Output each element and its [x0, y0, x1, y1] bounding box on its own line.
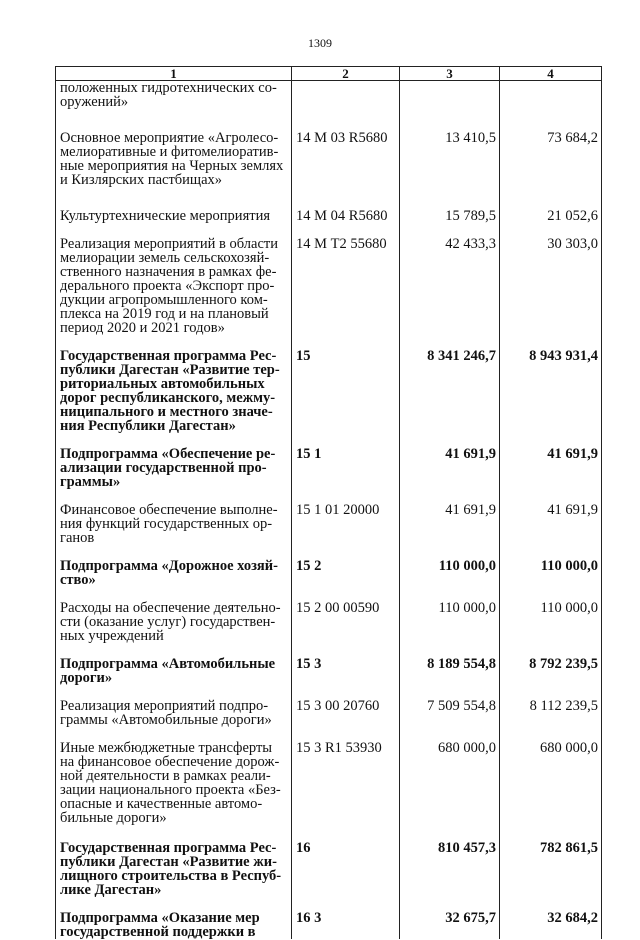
row-code-cell: [292, 489, 400, 545]
row-value-2021-cell-text: 32 684,2: [547, 910, 598, 926]
row-code-cell-text: 15 1: [296, 446, 322, 462]
row-name-cell-text: Реализация мероприятий в области мелиорации земель сельскохозяй- ственного назначения в рамках фе- дерального проекта «Экспорт про- дукции агропромышленного ком- плекса на 2019 год и на плановый период 2020 и 2021 годов»: [60, 236, 278, 336]
row-value-2020-cell: [400, 825, 500, 897]
row-value-2020-cell: [400, 335, 500, 433]
row-value-2021-cell: [500, 587, 602, 643]
row-value-2020-cell: [400, 187, 500, 223]
row-name-cell-text: Государственная программа Рес- публики Дагестан «Развитие жи- лищного строительства в Респуб- лике Дагестан»: [60, 840, 282, 898]
table-row: [56, 109, 602, 187]
row-value-2020-cell-text: 15 789,5: [445, 208, 496, 224]
row-code-cell-text: 15: [296, 348, 311, 364]
row-value-2020-cell: [400, 685, 500, 727]
row-name-cell-text: Реализация мероприятий подпро- граммы «Автомобильные дороги»: [60, 698, 272, 728]
row-value-2020-cell-text: 8 189 554,8: [427, 656, 496, 672]
column-header-2: 2: [292, 67, 400, 81]
column-header-1: 1: [56, 67, 292, 81]
row-value-2021-cell: [500, 825, 602, 897]
row-code-cell-text: 14 М 03 R5680: [296, 130, 388, 146]
row-value-2021-cell-text: 782 861,5: [540, 840, 598, 856]
row-code-cell: [292, 897, 400, 939]
row-value-2021-cell: [500, 335, 602, 433]
row-value-2021-cell: [500, 223, 602, 335]
row-code-cell-text: 15 3: [296, 656, 322, 672]
row-code-cell: [292, 587, 400, 643]
table-row: [56, 643, 602, 685]
row-value-2020-cell-text: 32 675,7: [445, 910, 496, 926]
row-code-cell-text: 15 3 R1 53930: [296, 740, 382, 756]
row-value-2020-cell: [400, 727, 500, 825]
row-value-2021-cell: [500, 545, 602, 587]
row-value-2021-cell: [500, 81, 602, 110]
row-value-2021-cell: [500, 727, 602, 825]
row-code-cell-text: 15 1 01 20000: [296, 502, 380, 518]
row-value-2020-cell: [400, 545, 500, 587]
row-value-2020-cell: [400, 897, 500, 939]
table-row: [56, 187, 602, 223]
row-name-cell: [56, 643, 292, 685]
row-code-cell: [292, 433, 400, 489]
row-code-cell: [292, 335, 400, 433]
row-name-cell-text: Основное мероприятие «Агролесо- мелиоративные и фитомелиоратив- ные мероприятия на Черных землях и Кизлярских пастбищах»: [60, 130, 284, 188]
row-value-2021-cell-text: 8 792 239,5: [529, 656, 598, 672]
row-code-cell: [292, 81, 400, 110]
row-value-2021-cell-text: 73 684,2: [547, 130, 598, 146]
table-row: [56, 433, 602, 489]
row-name-cell: [56, 187, 292, 223]
row-value-2020-cell-text: 680 000,0: [438, 740, 496, 756]
row-code-cell: [292, 545, 400, 587]
table-row: [56, 825, 602, 897]
table-row: [56, 685, 602, 727]
row-value-2020-cell: [400, 81, 500, 110]
row-code-cell-text: 15 2: [296, 558, 322, 574]
row-name-cell-text: Государственная программа Рес- публики Дагестан «Развитие тер- риториальных автомобильных дорог республиканского, межму- ниципального и местного значе- ния Республики Дагестан»: [60, 348, 280, 434]
row-code-cell-text: 14 М T2 55680: [296, 236, 387, 252]
row-value-2021-cell: [500, 897, 602, 939]
row-value-2021-cell-text: 30 303,0: [547, 236, 598, 252]
row-value-2021-cell-text: 21 052,6: [547, 208, 598, 224]
row-code-cell: [292, 685, 400, 727]
row-name-cell-text: Подпрограмма «Автомобильные дороги»: [60, 656, 276, 686]
row-value-2020-cell-text: 8 341 246,7: [427, 348, 496, 364]
row-value-2020-cell-text: 810 457,3: [438, 840, 496, 856]
row-code-cell: [292, 643, 400, 685]
row-value-2020-cell-text: 110 000,0: [438, 558, 496, 574]
row-value-2020-cell: [400, 643, 500, 685]
row-value-2020-cell-text: 41 691,9: [445, 446, 496, 462]
row-code-cell-text: 16: [296, 840, 311, 856]
row-name-cell: [56, 109, 292, 187]
row-code-cell-text: 16 3: [296, 910, 322, 926]
row-value-2021-cell-text: 41 691,9: [547, 502, 598, 518]
row-value-2021-cell: [500, 433, 602, 489]
table-row: [56, 489, 602, 545]
row-value-2020-cell-text: 41 691,9: [445, 502, 496, 518]
row-code-cell: [292, 825, 400, 897]
column-header-3: 3: [400, 67, 500, 81]
row-value-2021-cell-text: 8 943 931,4: [529, 348, 598, 364]
row-value-2020-cell: [400, 433, 500, 489]
row-name-cell: [56, 489, 292, 545]
row-code-cell-text: 15 2 00 00590: [296, 600, 380, 616]
row-value-2020-cell-text: 7 509 554,8: [427, 698, 496, 714]
table-row: [56, 223, 602, 335]
row-code-cell-text: 14 М 04 R5680: [296, 208, 388, 224]
row-value-2021-cell-text: 8 112 239,5: [529, 698, 598, 714]
row-value-2021-cell-text: 110 000,0: [540, 600, 598, 616]
row-value-2021-cell-text: 110 000,0: [540, 558, 598, 574]
row-name-cell-text: Культуртехнические мероприятия: [60, 208, 271, 224]
row-value-2020-cell: [400, 587, 500, 643]
row-value-2021-cell-text: 41 691,9: [547, 446, 598, 462]
row-name-cell: [56, 825, 292, 897]
table-row: [56, 545, 602, 587]
row-value-2020-cell-text: 13 410,5: [445, 130, 496, 146]
page-number: 1309: [308, 36, 332, 50]
table-row: [56, 335, 602, 433]
row-name-cell: [56, 727, 292, 825]
row-name-cell: [56, 433, 292, 489]
table-row: [56, 81, 602, 110]
row-name-cell-text: Подпрограмма «Дорожное хозяй- ство»: [60, 558, 278, 588]
table-row: [56, 897, 602, 939]
table-row: [56, 587, 602, 643]
table-row: [56, 727, 602, 825]
row-name-cell-text: Расходы на обеспечение деятельно- сти (оказание услуг) государствен- ных учреждений: [60, 600, 281, 644]
budget-table: [55, 66, 602, 939]
row-value-2020-cell: [400, 109, 500, 187]
row-name-cell: [56, 685, 292, 727]
row-value-2020-cell-text: 42 433,3: [445, 236, 496, 252]
row-value-2020-cell: [400, 223, 500, 335]
row-value-2020-cell-text: 110 000,0: [438, 600, 496, 616]
row-code-cell-text: 15 3 00 20760: [296, 698, 380, 714]
row-name-cell: [56, 81, 292, 110]
row-name-cell: [56, 335, 292, 433]
row-value-2021-cell: [500, 109, 602, 187]
row-name-cell-text: Подпрограмма «Обеспечение ре- ализации государственной про- граммы»: [60, 446, 276, 490]
table-body: [56, 81, 602, 940]
row-value-2021-cell: [500, 489, 602, 545]
table-header-row: [56, 67, 602, 81]
row-name-cell: [56, 223, 292, 335]
row-code-cell: [292, 727, 400, 825]
row-value-2021-cell: [500, 643, 602, 685]
row-code-cell: [292, 109, 400, 187]
row-name-cell-text: положенных гидротехнических со- оружений»: [60, 80, 277, 110]
column-header-4: 4: [500, 67, 602, 81]
row-code-cell: [292, 223, 400, 335]
row-value-2021-cell: [500, 685, 602, 727]
row-name-cell: [56, 587, 292, 643]
row-value-2021-cell-text: 680 000,0: [540, 740, 598, 756]
row-name-cell-text: Подпрограмма «Оказание мер государственной поддержки в: [60, 910, 260, 940]
row-code-cell: [292, 187, 400, 223]
row-name-cell-text: Финансовое обеспечение выполне- ния функций государственных ор- ганов: [60, 502, 278, 546]
row-value-2020-cell: [400, 489, 500, 545]
row-name-cell: [56, 545, 292, 587]
row-name-cell-text: Иные межбюджетные трансферты на финансовое обеспечение дорож- ной деятельности в рамках реали- зации национального проекта «Без- опасные и качественные автомо- бильные дороги»: [60, 740, 281, 826]
row-name-cell: [56, 897, 292, 939]
row-value-2021-cell: [500, 187, 602, 223]
